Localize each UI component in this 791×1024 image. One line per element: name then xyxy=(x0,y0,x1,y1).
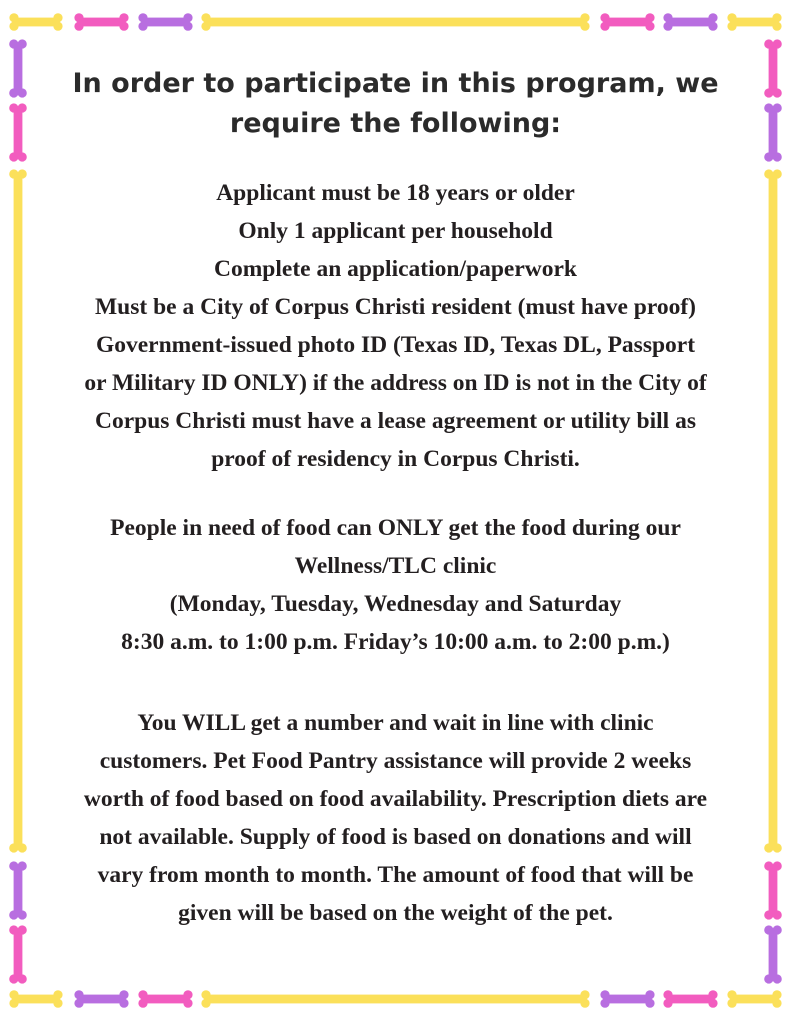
hours-line: Wellness/TLC clinic xyxy=(294,553,497,579)
food-hours-section xyxy=(22,509,769,661)
dog-bone-icon xyxy=(138,990,192,1008)
title-line: In order to participate in this program, we xyxy=(72,68,719,99)
instruction-line: given will be based on the weight of the pet. xyxy=(178,900,613,926)
instruction-line: vary from month to month. The amount of food that will be xyxy=(97,862,694,888)
requirement-line: proof of residency in Corpus Christi. xyxy=(211,446,580,472)
dog-bone-icon xyxy=(9,13,62,31)
dog-bone-icon xyxy=(138,13,192,31)
dog-bone-icon xyxy=(600,990,654,1008)
instruction-line: You WILL get a number and wait in line with clinic xyxy=(137,710,654,736)
hours-line: (Monday, Tuesday, Wednesday and Saturday xyxy=(169,591,622,617)
title-line: require the following: xyxy=(229,108,562,139)
requirement-line: Must be a City of Corpus Christi resident (must have proof) xyxy=(95,294,696,320)
dog-bone-icon xyxy=(74,990,128,1008)
dog-bone-icon xyxy=(201,990,589,1008)
hours-line: 8:30 a.m. to 1:00 p.m. Friday’s 10:00 a.m. to 2:00 p.m.) xyxy=(121,629,670,655)
instruction-line: worth of food based on food availability. Prescription diets are xyxy=(83,786,708,812)
dog-bone-icon xyxy=(600,13,654,31)
requirement-line: Corpus Christi must have a lease agreement or utility bill as xyxy=(95,408,696,434)
dog-bone-icon xyxy=(9,925,27,983)
dog-bone-icon xyxy=(663,13,717,31)
requirements-list xyxy=(22,174,769,478)
requirement-line: Government-issued photo ID (Texas ID, Texas DL, Passport xyxy=(95,332,696,358)
instructions-paragraph xyxy=(22,704,769,932)
instruction-line: not available. Supply of food is based on donations and will xyxy=(99,824,692,850)
instruction-line: customers. Pet Food Pantry assistance will provide 2 weeks xyxy=(99,748,692,774)
dog-bone-icon xyxy=(663,990,717,1008)
requirement-line: Only 1 applicant per household xyxy=(238,218,553,244)
requirement-line: Applicant must be 18 years or older xyxy=(216,180,575,206)
requirement-line: Complete an application/paperwork xyxy=(214,256,577,282)
dog-bone-icon xyxy=(764,925,782,983)
dog-bone-icon xyxy=(201,13,589,31)
dog-bone-icon xyxy=(727,990,781,1008)
requirement-line: or Military ID ONLY) if the address on ID is not in the City of xyxy=(84,370,707,396)
page-title xyxy=(22,64,769,144)
dog-bone-icon xyxy=(74,13,128,31)
dog-bone-icon xyxy=(727,13,781,31)
hours-line: People in need of food can ONLY get the food during our xyxy=(110,515,681,541)
dog-bone-icon xyxy=(9,990,62,1008)
